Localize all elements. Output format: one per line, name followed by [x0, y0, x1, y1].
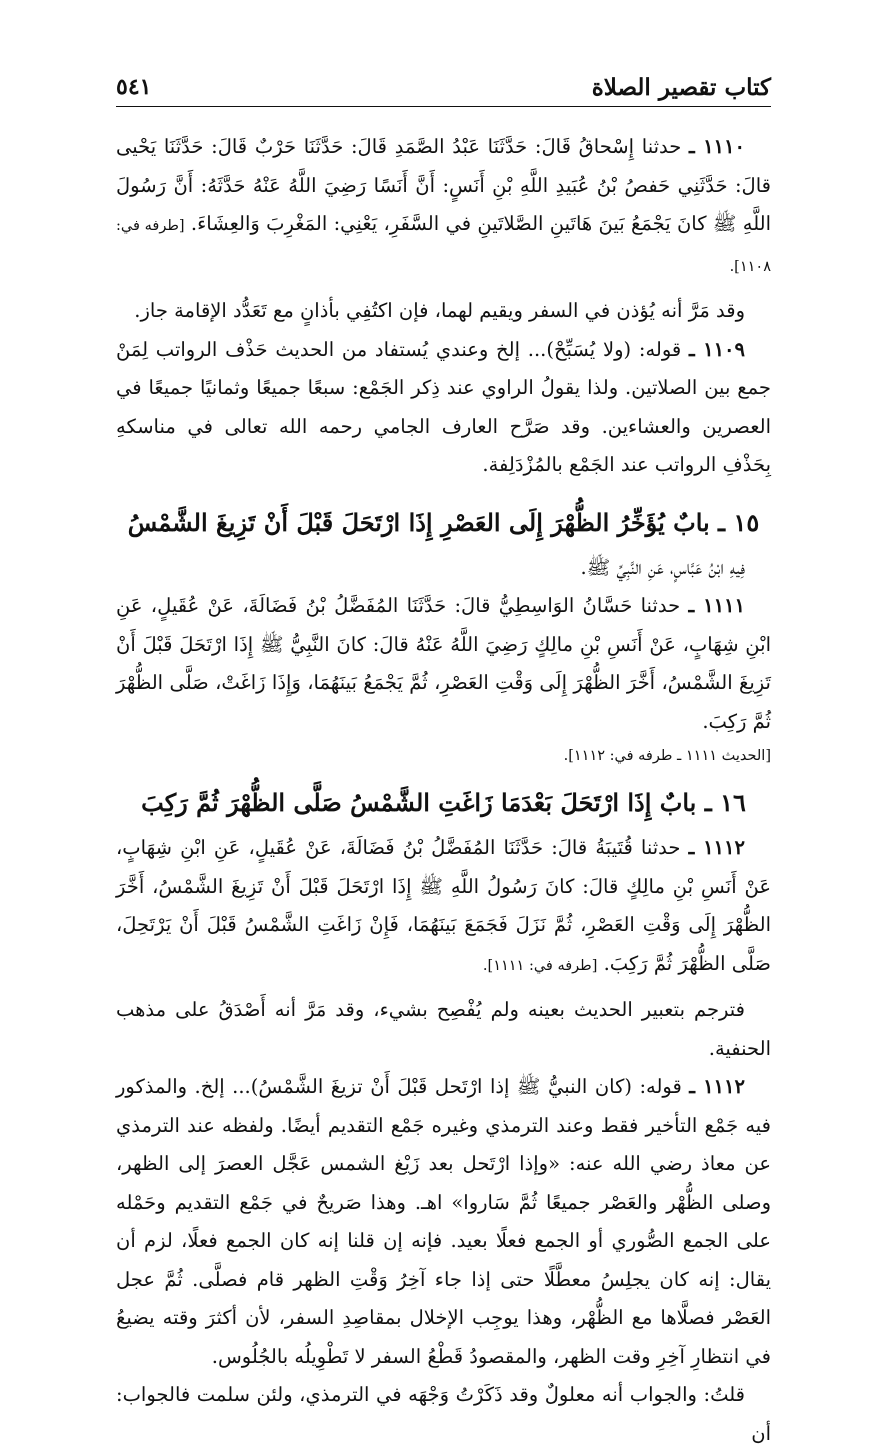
- running-title: كتاب تقصير الصلاة: [591, 74, 771, 101]
- running-header: [116, 70, 771, 107]
- commentary-paragraph: فترجم بتعبير الحديث بعينه ولم يُفْصِح بشيء، وقد مَرَّ أنه أَصْدَقُ على مذهب الحنفية.: [116, 998, 771, 1060]
- page-number: ٥٤١: [116, 74, 152, 100]
- hadith-reference: [طرفه في: ١١١١].: [482, 957, 598, 974]
- commentary-1109: [116, 331, 771, 485]
- hadith-number: ١١١٢ ـ: [688, 836, 745, 859]
- chapter-note: فِيهِ ابْنُ عَبَّاسٍ، عَنِ النَّبِيِّ ﷺ.: [580, 555, 745, 579]
- chapter-heading-15: ١٥ ـ بابٌ يُؤَخِّرُ الظُّهْرَ إِلَى العَصْرِ إِذَا ارْتَحَلَ قَبْلَ أَنْ تَزِيغَ الشَّمْسُ: [127, 507, 760, 537]
- hadith-text: حدثنا حَسَّانُ الوَاسِطِيُّ قالَ: حَدَّثَنَا المُفَضَّلُ بْنُ فَضَالَةَ، عَنْ عُقَيلٍ، عَنِ ابْنِ شِهَابٍ، عَنْ أَنَسِ بْنِ مالِكٍ رَضِيَ اللَّهُ عَنْهُ قالَ: كانَ النَّبِيُّ ﷺ إِذَا ارْتَحَلَ قَبْلَ أَنْ تَزِيغَ الشَّمْسُ، أَخَّرَ الظُّهْرَ إِلَى وَقْتِ العَصْرِ، ثُمَّ يَجْمَعُ بَينَهُمَا، وَإِذَا زَاغَتْ، صَلَّى الظُّهْرَ ثُمَّ رَكِبَ.: [116, 594, 771, 733]
- hadith-text: حدثنا قُتَيبَةُ قالَ: حَدَّثَنَا المُفَضَّلُ بْنُ فَضَالَةَ، عَنْ عُقَيلٍ، عَنِ ابْنِ شِهَابٍ، عَنْ أَنَسِ بْنِ مالِكٍ قالَ: كانَ رَسُولُ اللَّهِ ﷺ إِذَا ارْتَحَلَ قَبْلَ أَنْ تَزِيغَ الشَّمْسُ، أَخَّرَ الظُّهْرَ إِلَى وَقْتِ العَصْرِ، ثُمَّ نَزَلَ فَجَمَعَ بَينَهُمَا، فَإِنْ زَاغَتِ الشَّمْسُ قَبْلَ أَنْ يَرْتَحِلَ، صَلَّى الظُّهْرَ ثُمَّ رَكِبَ.: [116, 836, 771, 975]
- hadith-text: حدثنا إِسْحاقُ قَالَ: حَدَّثَنَا عَبْدُ الصَّمَدِ قَالَ: حَدَّثَنَا حَرْبٌ قَالَ: حَدَّثَنَا يَحْيى قالَ: حَدَّثَنِي حَفصُ بْنُ عُبَيدِ اللَّهِ بْنِ أَنَسٍ: أَنَّ أَنَسًا رَضِيَ اللَّهُ عَنْهُ حَدَّثَهُ: أَنَّ رَسُولَ اللَّهِ ﷺ كانَ يَجْمَعُ بَينَ هَاتَينِ الصَّلاتَينِ في السَّفَرِ، يَعْنِي: المَغْرِبَ وَالعِشَاءَ.: [116, 135, 772, 235]
- hadith-1111: [116, 587, 771, 741]
- hadith-number: ١١١٠ ـ: [689, 135, 745, 158]
- hadith-reference: [الحديث ١١١١ ـ طرفه في: ١١١٢].: [563, 748, 771, 764]
- hadith-reference: [طرفه في: ١١٠٨].: [116, 218, 771, 275]
- commentary-paragraph: وقد مَرَّ أنه يُؤذن في السفر ويقيم لهما، فإن اكتُفِي بأذانٍ مع تَعَدُّد الإقامة جاز.: [134, 299, 745, 322]
- hadith-1110: [116, 128, 771, 286]
- commentary-number: ١١١٢ ـ: [689, 1075, 745, 1098]
- hadith-1112: [116, 829, 771, 985]
- commentary-paragraph: قلتُ: والجواب أنه معلولٌ وقد ذَكَرْتُ وَجْهَه في الترمذي، ولئن سلمت فالجواب: أن: [116, 1383, 771, 1445]
- commentary-text: قوله: (كان النبيُّ ﷺ إذا ارْتَحل قَبْلَ أَنْ تزيغَ الشَّمْسُ)... إلخ. والمذكور فيه جَمْع التأخير فقط وعند الترمذي وغيره جَمْع التقديم أيضًا. ولفظه عند الترمذي عن معاذ رضي الله عنه: «وإذا ارْتَحل بعد زَيْغ الشمس عَجَّل العصرَ إلى الظهر، وصلى الظُّهْر والعَصْر جميعًا ثُمَّ سَاروا» اهـ. وهذا صَريحٌ في جَمْع التقديم وحَمْله على الجمع الصُّوري أو الجمع فعلًا بعيد. فإنه إن قلنا إنه كان الجمع فعلًا، لزم أن يقال: إنه كان يجلِسُ معطَّلًا حتى إذا جاء آخِرُ وَقْتِ الظهر قام فصلَّى. ثُمَّ عجل العَصْر فصلَّاها مع الظُّهْر، وهذا يوجِب الإخلال بمقاصِدِ السفر، لأن أكثرَ وقته يضيعُ في انتظارِ آخِرِ وقت الظهر، والمقصودُ قَطْعُ السفر لا تَطْوِيلُه بالجُلُوس.: [116, 1075, 771, 1368]
- commentary-number: ١١٠٩ ـ: [689, 337, 745, 361]
- chapter-heading-16: ١٦ ـ بابٌ إِذَا ارْتَحَلَ بَعْدَمَا زَاغَتِ الشَّمْسُ صَلَّى الظُّهْرَ ثُمَّ رَكِبَ: [141, 788, 746, 817]
- commentary-1112: [116, 1068, 771, 1376]
- hadith-number: ١١١١ ـ: [688, 594, 745, 617]
- page-content: [116, 128, 771, 1453]
- commentary-text: قوله: (ولا يُسَبِّحْ)... إلخ وعندي يُستفاد من الحديث حَذْف الرواتب لِمَنْ جمع بين الصلاتين. ولذا يقولُ الراوي عند ذِكر الجَمْع: سبعًا جميعًا وثمانيًا جميعًا في العصرين والعشاءين. وقد صَرَّح العارف الجامي رحمه الله تعالى في مناسكهِ بِحَذْفِ الرواتب عند الجَمْع بالمُزْدَلِفة.: [116, 337, 771, 476]
